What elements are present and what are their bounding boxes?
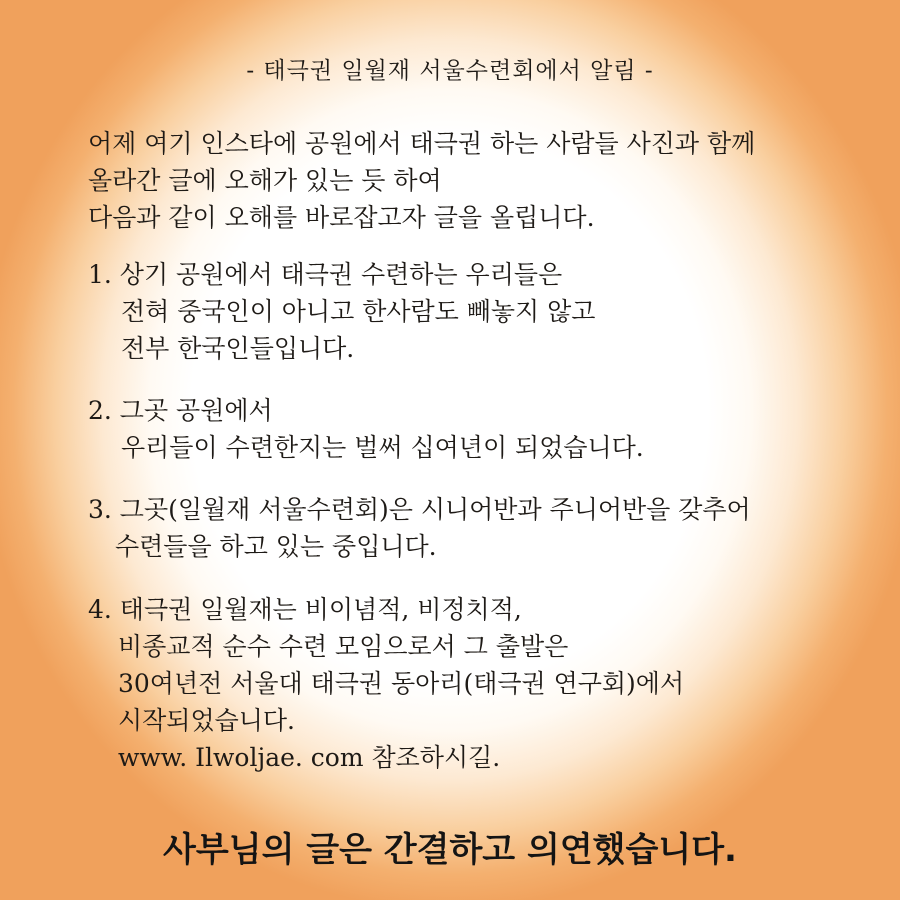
notice-item-3 xyxy=(88,491,751,565)
bottom-caption: 사부님의 글은 간결하고 의연했습니다. xyxy=(163,830,737,870)
item-line: 수련들을 하고 있는 중입니다. xyxy=(115,532,437,561)
intro-line: 올라간 글에 오해가 있는 듯 하여 xyxy=(88,166,442,195)
intro-line: 다음과 같이 오해를 바로잡고자 글을 올립니다. xyxy=(88,203,595,232)
notice-item-4 xyxy=(88,591,684,776)
item-line: 전부 한국인들입니다. xyxy=(121,334,355,363)
item-line: 우리들이 수련한지는 벌써 십여년이 되었습니다. xyxy=(121,433,644,462)
item-line: 전혀 중국인이 아니고 한사람도 빼놓지 않고 xyxy=(121,297,596,326)
item-line: 시작되었습니다. xyxy=(118,706,295,735)
notice-item-2 xyxy=(88,392,644,466)
item-line: 1. 상기 공원에서 태극권 수련하는 우리들은 xyxy=(88,260,563,289)
intro-line: 어제 여기 인스타에 공원에서 태극권 하는 사람들 사진과 함께 xyxy=(88,129,756,158)
item-line: www. Ilwoljae. com 참조하시길. xyxy=(118,743,501,772)
item-line: 비종교적 순수 수련 모임으로서 그 출발은 xyxy=(118,632,569,661)
notice-item-1 xyxy=(88,256,595,367)
notice-title: - 태극권 일월재 서울수련회에서 알림 - xyxy=(246,58,654,84)
intro-paragraph xyxy=(88,125,755,236)
item-line: 2. 그곳 공원에서 xyxy=(88,396,273,425)
item-line: 4. 태극권 일월재는 비이념적, 비정치적, xyxy=(88,595,522,624)
item-line: 3. 그곳(일월재 서울수련회)은 시니어반과 주니어반을 갖추어 xyxy=(88,495,751,524)
item-line: 30여년전 서울대 태극권 동아리(태극권 연구회)에서 xyxy=(118,669,685,698)
